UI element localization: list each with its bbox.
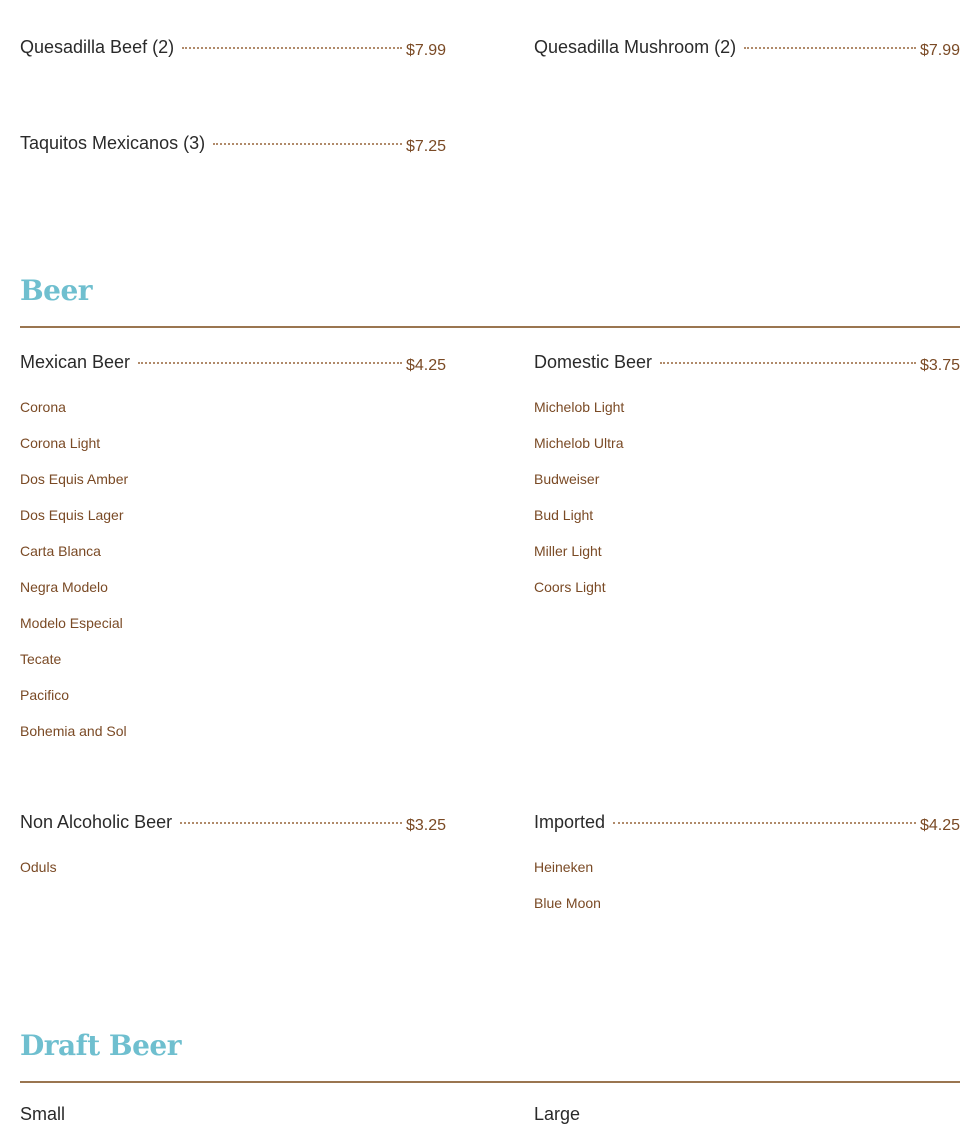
item-name: Small [20, 1104, 66, 1124]
item-name: Taquitos Mexicanos (3) [20, 133, 206, 153]
item-name: Quesadilla Beef (2) [20, 37, 175, 57]
item-name: Domestic Beer [534, 352, 653, 372]
menu-item-taquitos [20, 133, 446, 154]
menu-item-draft-large [534, 1104, 960, 1125]
non-alcoholic-beer-list [20, 857, 446, 893]
menu-item-imported-beer [534, 812, 960, 833]
menu-item-quesadilla-mushroom [534, 37, 960, 58]
dot-leader [138, 362, 402, 364]
dot-leader [613, 822, 916, 824]
list-item: Carta Blanca [20, 543, 101, 559]
list-item: Corona Light [20, 435, 101, 451]
item-price: $7.25 [405, 138, 446, 155]
list-item: Budweiser [534, 471, 600, 487]
imported-beer-list [534, 857, 960, 929]
domestic-beer-list [534, 397, 960, 613]
section-title-beer: Beer [20, 274, 93, 307]
list-item: Coors Light [534, 579, 606, 595]
menu-item-quesadilla-beef [20, 37, 446, 58]
mexican-beer-list [20, 397, 446, 757]
list-item: Bud Light [534, 507, 594, 523]
list-item: Heineken [534, 859, 594, 875]
list-item: Bohemia and Sol [20, 723, 127, 739]
list-item: Corona [20, 399, 66, 415]
section-divider [20, 326, 960, 328]
item-name: Imported [534, 812, 606, 832]
menu-item-mexican-beer [20, 352, 446, 373]
section-title-draft-beer: Draft Beer [20, 1029, 181, 1062]
list-item: Dos Equis Lager [20, 507, 124, 523]
item-price: $3.25 [405, 817, 446, 834]
item-price: $7.99 [405, 42, 446, 59]
list-item: Negra Modelo [20, 579, 108, 595]
dot-leader [180, 822, 402, 824]
list-item: Michelob Light [534, 399, 625, 415]
item-name: Mexican Beer [20, 352, 131, 372]
section-divider [20, 1081, 960, 1083]
list-item: Modelo Especial [20, 615, 123, 631]
list-item: Michelob Ultra [534, 435, 624, 451]
list-item: Blue Moon [534, 895, 601, 911]
dot-leader [182, 47, 402, 49]
menu-item-draft-small [20, 1104, 446, 1125]
menu-page [20, 0, 960, 1124]
item-price: $7.99 [919, 42, 960, 59]
item-name: Quesadilla Mushroom (2) [534, 37, 737, 57]
item-price: $3.75 [919, 357, 960, 374]
list-item: Dos Equis Amber [20, 471, 129, 487]
dot-leader [744, 47, 916, 49]
dot-leader [660, 362, 916, 364]
list-item: Tecate [20, 651, 62, 667]
menu-item-domestic-beer [534, 352, 960, 373]
item-name: Non Alcoholic Beer [20, 812, 173, 832]
item-price: $4.25 [405, 357, 446, 374]
dot-leader [213, 143, 402, 145]
list-item: Oduls [20, 859, 57, 875]
item-price: $4.25 [919, 817, 960, 834]
list-item: Miller Light [534, 543, 602, 559]
list-item: Pacifico [20, 687, 70, 703]
menu-item-non-alcoholic-beer [20, 812, 446, 833]
item-name: Large [534, 1104, 581, 1124]
